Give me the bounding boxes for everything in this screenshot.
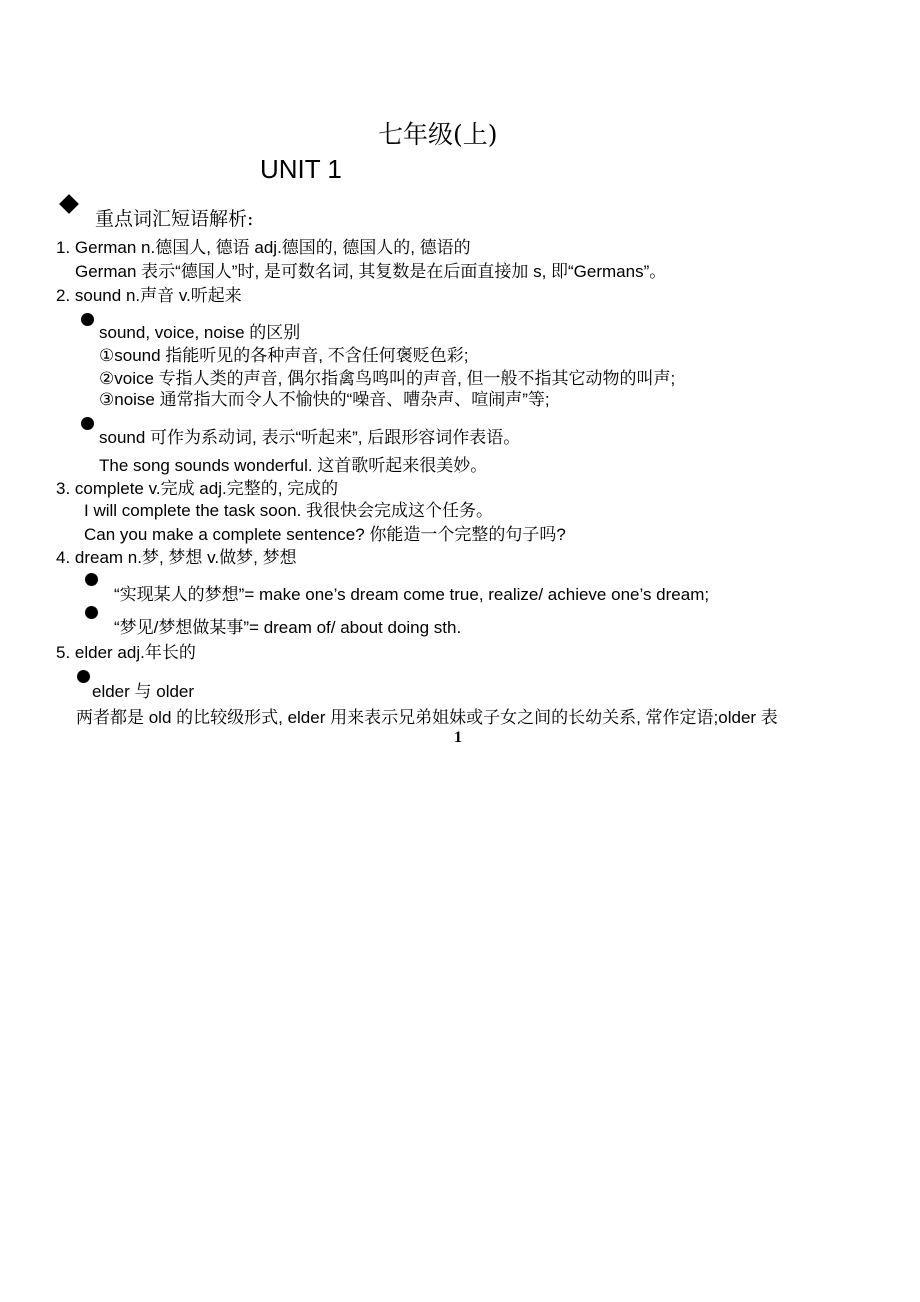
bullet-dot-icon [85, 573, 98, 586]
complete-example-1: I will complete the task soon. 我很快会完成这个任务。 [84, 501, 494, 520]
entry-dream: 4. dream n.梦, 梦想 v.做梦, 梦想 [56, 548, 297, 567]
sound-compare-heading: sound, voice, noise 的区别 [99, 323, 301, 342]
bullet-dot-icon [81, 417, 94, 430]
bullet-dot-icon [81, 313, 94, 326]
complete-example-2: Can you make a complete sentence? 你能造一个完整的句子吗? [84, 525, 566, 544]
entry-elder: 5. elder adj.年长的 [56, 643, 196, 662]
sound-compare-1: ①sound 指能听见的各种声音, 不含任何褒贬色彩; [99, 346, 469, 365]
sound-compare-2: ②voice 专指人类的声音, 偶尔指禽鸟鸣叫的声音, 但一般不指其它动物的叫声; [99, 369, 676, 388]
bullet-dot-icon [77, 670, 90, 683]
unit-title: UNIT 1 [260, 154, 342, 184]
elder-older-note: 两者都是 old 的比较级形式, elder 用来表示兄弟姐妹或子女之间的长幼关系, 常作定语;older 表 [76, 708, 778, 727]
sound-compare-3: ③noise 通常指大而令人不愉快的“噪音、嘈杂声、喧闹声”等; [99, 390, 550, 409]
entry-complete: 3. complete v.完成 adj.完整的, 完成的 [56, 479, 339, 498]
elder-older-heading: elder 与 older [92, 682, 195, 701]
page-number: 1 [454, 729, 462, 746]
diamond-bullet-icon [59, 194, 79, 214]
sound-linking-verb: sound 可作为系动词, 表示“听起来”, 后跟形容词作表语。 [99, 428, 521, 447]
bullet-dot-icon [85, 606, 98, 619]
entry-sound: 2. sound n.声音 v.听起来 [56, 286, 242, 305]
dream-phrase-1: “实现某人的梦想”= make one’s dream come true, realize/ achieve one’s dream; [114, 585, 710, 604]
sound-example: The song sounds wonderful. 这首歌听起来很美妙。 [99, 456, 488, 475]
grade-title: 七年级(上) [378, 120, 498, 149]
german-note: German 表示“德国人”时, 是可数名词, 其复数是在后面直接加 s, 即“Germans”。 [75, 262, 667, 281]
section-title: 重点词汇短语解析: [95, 208, 254, 230]
dream-phrase-2: “梦见/梦想做某事”= dream of/ about doing sth. [114, 618, 462, 637]
entry-german: 1. German n.德国人, 德语 adj.德国的, 德国人的, 德语的 [56, 238, 471, 257]
